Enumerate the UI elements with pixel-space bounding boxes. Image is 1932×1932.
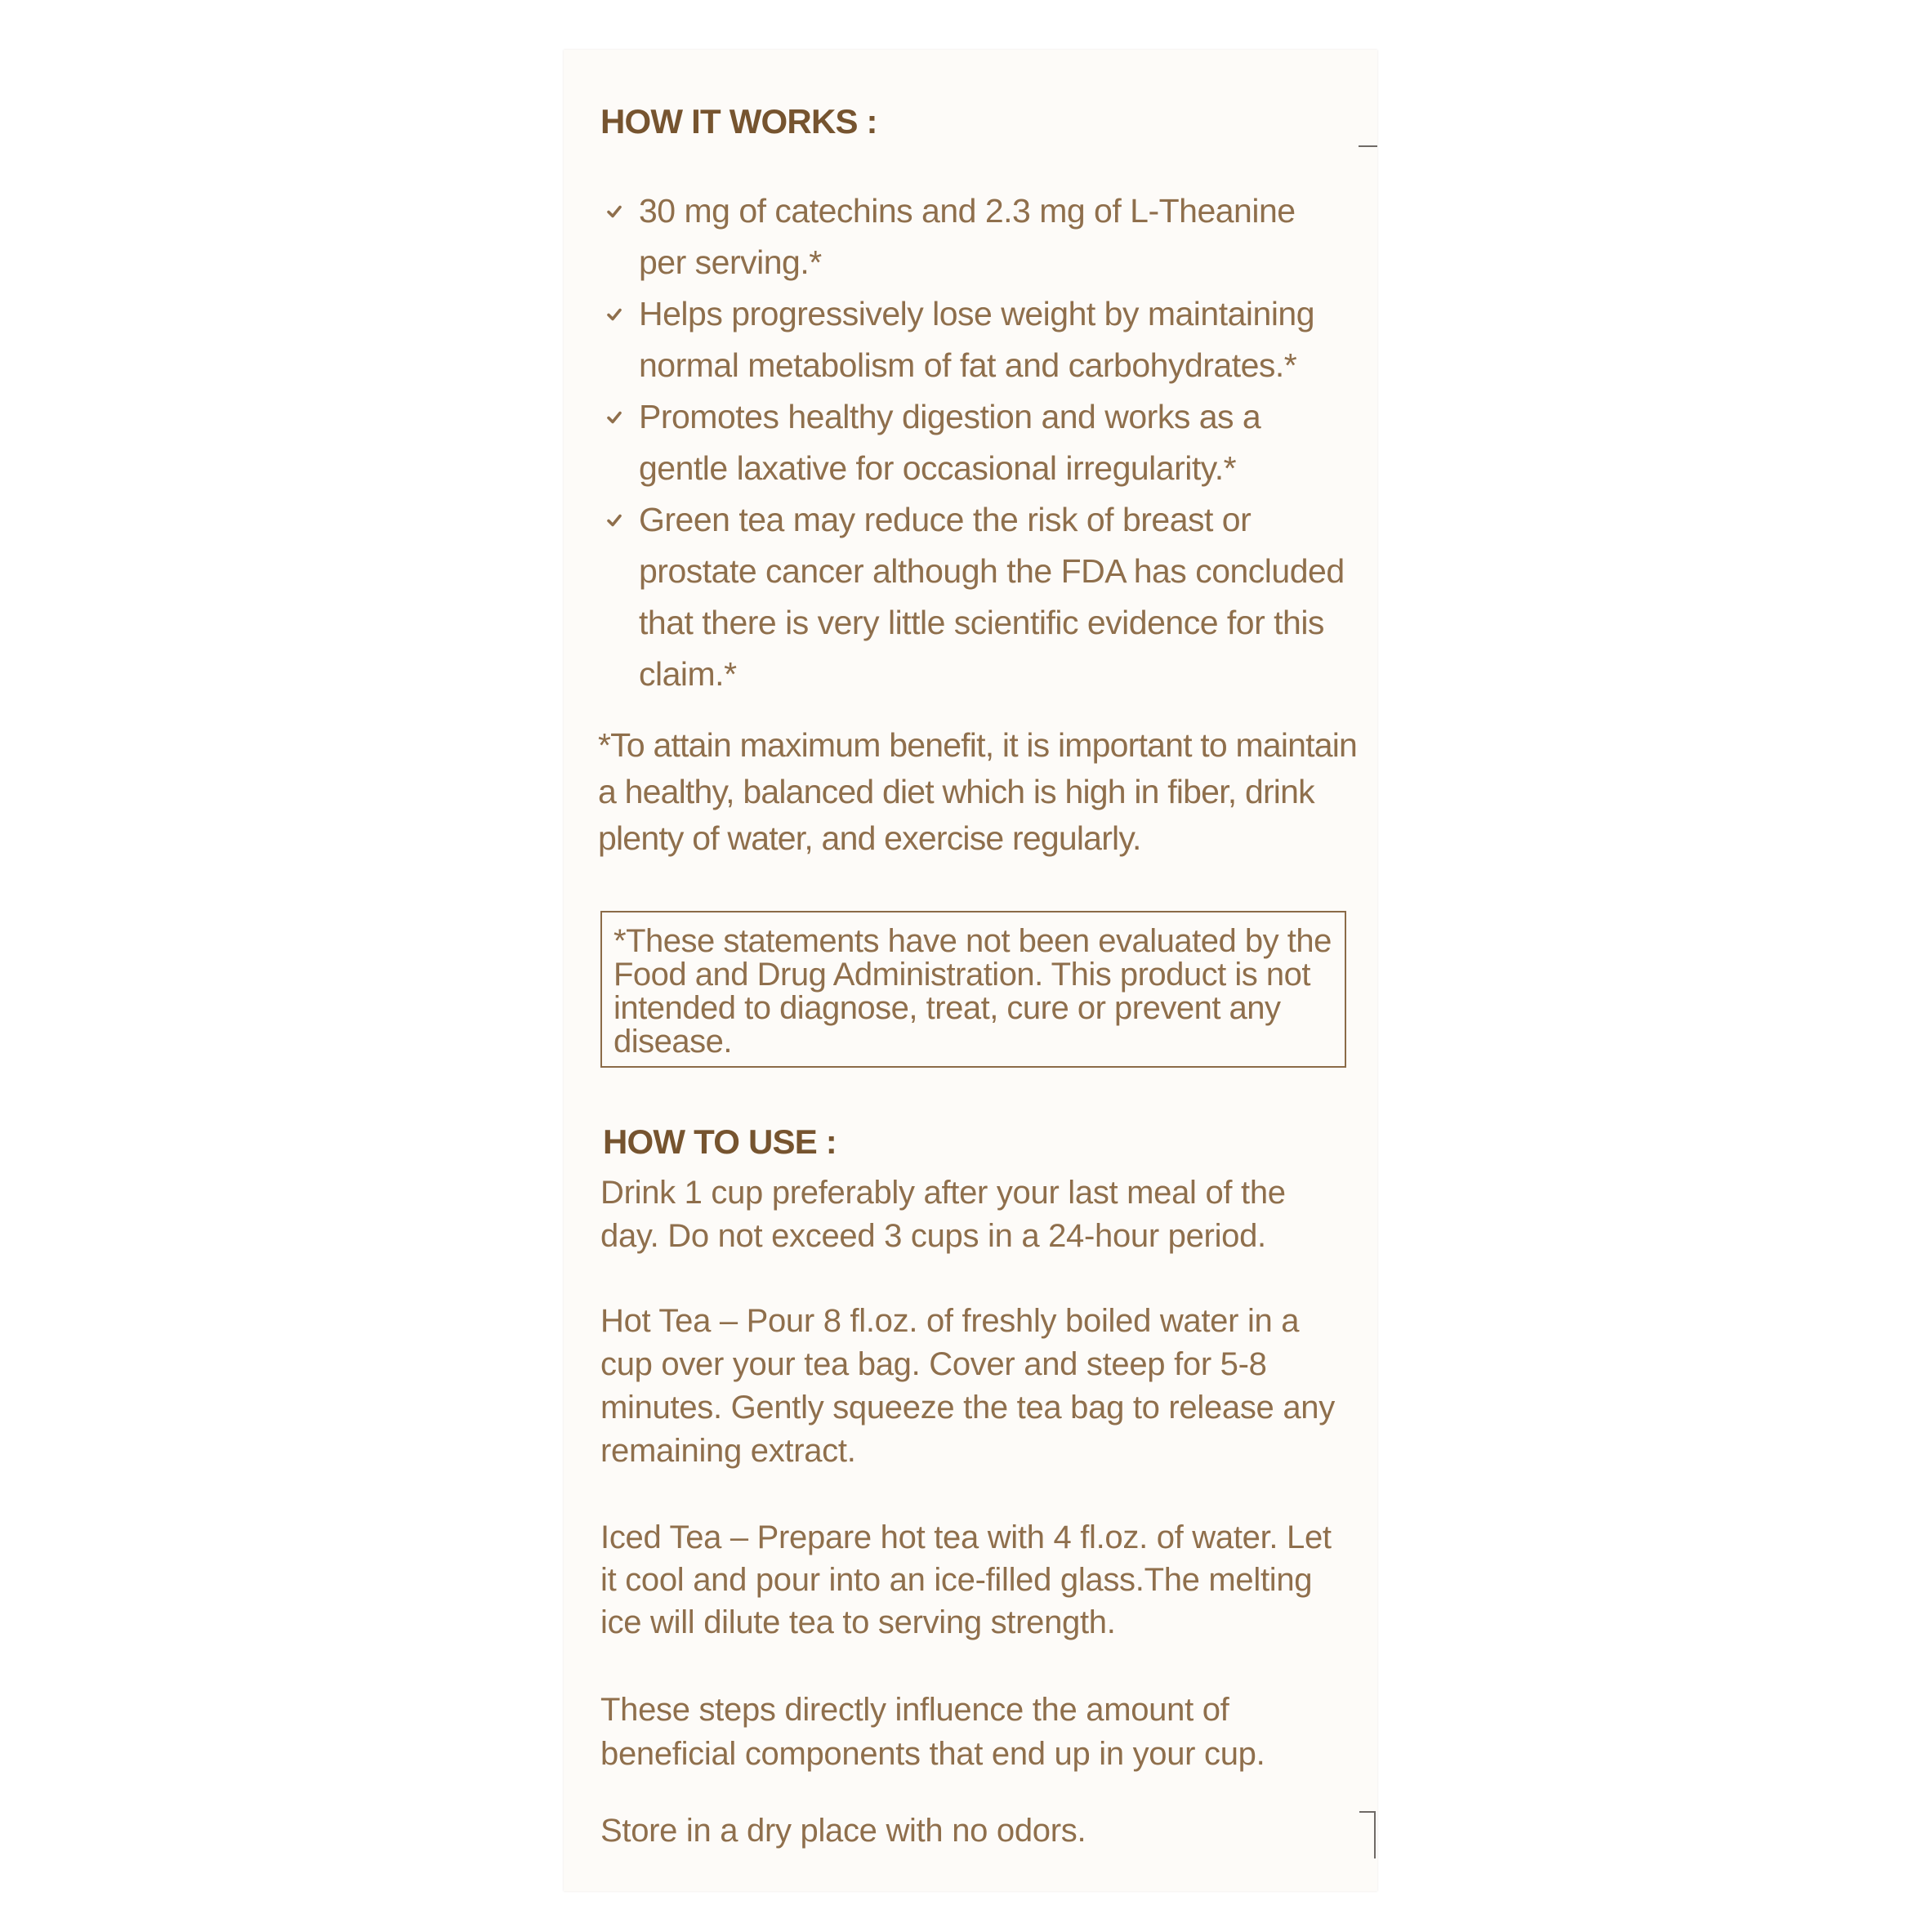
benefit-item bbox=[606, 185, 1366, 288]
storage-instructions: Store in a dry place with no odors. bbox=[600, 1813, 1086, 1849]
benefit-footnote: *To attain maximum benefit, it is important to maintain a healthy, balanced diet which is high in fiber, drink plenty of water, and exercise regularly. bbox=[598, 726, 1358, 857]
edge-mark-top bbox=[1359, 145, 1377, 147]
fda-disclaimer-text: *These statements have not been evaluated by the Food and Drug Administration. This product is not intended to diagnose, treat, cure or prevent any disease. bbox=[614, 923, 1332, 1060]
benefit-item bbox=[606, 288, 1366, 391]
how-to-use-heading: HOW TO USE : bbox=[603, 1122, 837, 1161]
edge-mark-bottom-cap bbox=[1359, 1811, 1376, 1813]
benefit-text: Green tea may reduce the risk of breast or prostate cancer although the FDA has concluded that there is very little scientific evidence for this claim.* bbox=[639, 501, 1345, 693]
hot-tea-instructions: Hot Tea – Pour 8 fl.oz. of freshly boiled water in a cup over your tea bag. Cover and steep for 5-8 minutes. Gently squeeze the tea bag to release any remaining extract. bbox=[600, 1303, 1335, 1469]
how-it-works-heading: HOW IT WORKS : bbox=[600, 102, 877, 141]
benefit-item bbox=[606, 494, 1366, 700]
benefit-text: Promotes healthy digestion and works as a gentle laxative for occasional irregularity.* bbox=[639, 398, 1261, 487]
check-icon bbox=[606, 306, 622, 323]
benefit-text: Helps progressively lose weight by maintaining normal metabolism of fat and carbohydrates.* bbox=[639, 295, 1315, 384]
package-panel bbox=[564, 50, 1377, 1891]
check-icon bbox=[606, 203, 622, 220]
fda-disclaimer-box bbox=[600, 911, 1346, 1068]
check-icon bbox=[606, 512, 622, 529]
usage-dosage-paragraph: Drink 1 cup preferably after your last meal of the day. Do not exceed 3 cups in a 24-hour period. bbox=[600, 1175, 1286, 1254]
steps-note-paragraph: These steps directly influence the amount of beneficial components that end up in your cup. bbox=[600, 1692, 1265, 1772]
check-icon bbox=[606, 409, 622, 426]
iced-tea-instructions: Iced Tea – Prepare hot tea with 4 fl.oz. of water. Let it cool and pour into an ice-filled glass.The melting ice will dilute tea to serving strength. bbox=[600, 1519, 1332, 1640]
benefit-item bbox=[606, 391, 1366, 494]
benefit-text: 30 mg of catechins and 2.3 mg of L-Theanine per serving.* bbox=[639, 192, 1296, 281]
edge-mark-bottom bbox=[1374, 1811, 1376, 1858]
